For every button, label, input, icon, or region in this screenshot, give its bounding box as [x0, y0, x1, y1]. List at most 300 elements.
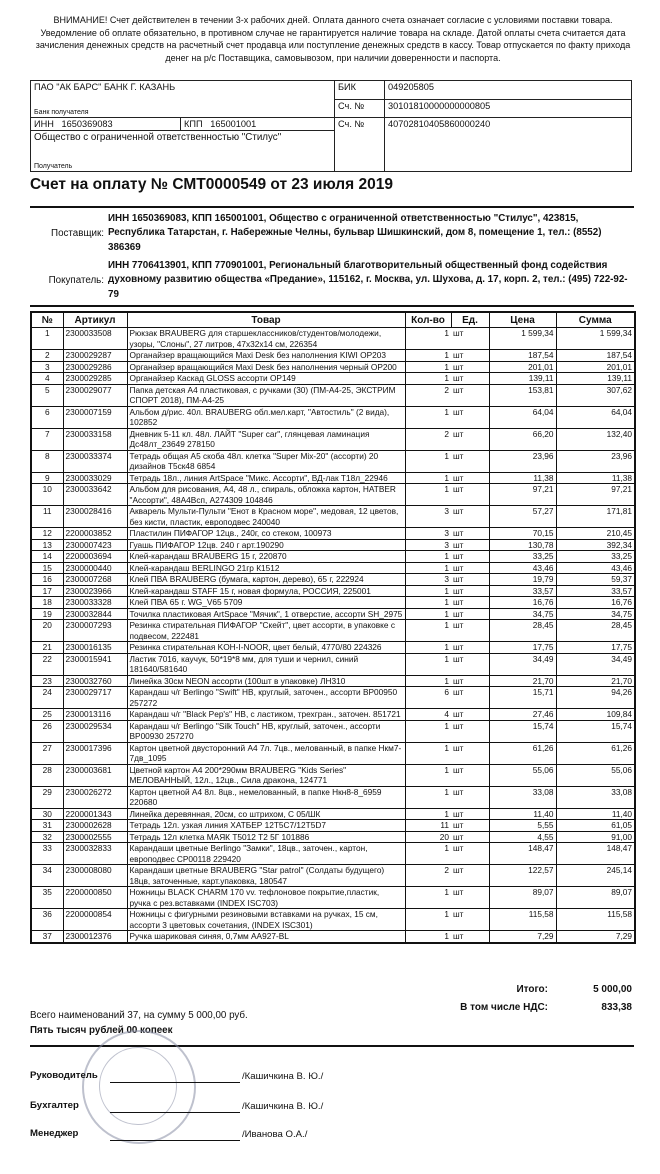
item-price: 153,81 [489, 384, 556, 406]
item-unit: шт [451, 428, 489, 450]
col-header-price: Цена [489, 312, 556, 328]
item-qty: 1 [405, 562, 451, 574]
item-sku: 2300033642 [63, 484, 127, 506]
signature-role: Менеджер [30, 1128, 79, 1139]
account-value: 40702810405860000240 [385, 118, 632, 172]
recipient-label: Получатель [34, 163, 73, 170]
item-qty: 1 [405, 887, 451, 909]
item-qty: 1 [405, 742, 451, 764]
item-name: Клей-карандаш BERLINGO 21гр К1512 [127, 562, 405, 574]
item-qty: 2 [405, 384, 451, 406]
item-price: 115,58 [489, 909, 556, 931]
item-sum: 94,26 [556, 687, 635, 709]
item-sum: 115,58 [556, 909, 635, 931]
item-price: 11,38 [489, 472, 556, 484]
item-number: 3 [31, 361, 63, 373]
item-sum: 139,11 [556, 373, 635, 385]
item-sku: 2300032760 [63, 675, 127, 687]
item-number: 21 [31, 642, 63, 654]
item-number: 23 [31, 675, 63, 687]
bik-label: БИК [335, 81, 385, 100]
item-number: 15 [31, 562, 63, 574]
item-unit: шт [451, 865, 489, 887]
item-sku: 2200003694 [63, 551, 127, 563]
items-table [30, 311, 636, 944]
item-sku: 2300029717 [63, 687, 127, 709]
invoice-title: Счет на оплату № СМТ0000549 от 23 июля 2019 [30, 176, 393, 193]
item-name: Органайзер вращающийся Maxi Desk без наполнения KIWI OP203 [127, 350, 405, 362]
item-price: 57,27 [489, 506, 556, 528]
signature-role: Руководитель [30, 1070, 98, 1081]
signature-name: /Иванова О.А./ [242, 1129, 308, 1140]
item-sku: 2300016135 [63, 642, 127, 654]
item-qty: 1 [405, 551, 451, 563]
item-name: Тетрадь 12л. узкая линия ХАТБЕР 12Т5С7/12Т5D7 [127, 820, 405, 832]
signature-manager [30, 1128, 430, 1144]
item-number: 30 [31, 808, 63, 820]
table-row [31, 406, 635, 428]
item-sum: 11,38 [556, 472, 635, 484]
item-sum: 11,40 [556, 808, 635, 820]
item-number: 8 [31, 450, 63, 472]
item-number: 14 [31, 551, 63, 563]
divider [30, 305, 634, 307]
item-unit: шт [451, 585, 489, 597]
item-name: Карандаш ч/г Berlingo "Swift" HB, круглый, заточен., ассорти BP00950 257272 [127, 687, 405, 709]
item-sum: 17,75 [556, 642, 635, 654]
item-price: 33,57 [489, 585, 556, 597]
table-row [31, 909, 635, 931]
item-name: Картон цветной А4 8л. 8цв., немелованный, в папке Нкн8-8_6959 220680 [127, 786, 405, 808]
table-row [31, 687, 635, 709]
item-qty: 1 [405, 675, 451, 687]
item-name: Клей-карандаш STAFF 15 г, новая формула, РОССИЯ, 225001 [127, 585, 405, 597]
item-sum: 148,47 [556, 843, 635, 865]
item-price: 17,75 [489, 642, 556, 654]
item-price: 130,78 [489, 539, 556, 551]
item-unit: шт [451, 539, 489, 551]
item-unit: шт [451, 350, 489, 362]
signature-accountant [30, 1100, 430, 1116]
bank-label: Банк получателя [34, 109, 89, 116]
item-name: Органайзер вращающийся Maxi Desk без наполнения черный OP200 [127, 361, 405, 373]
signature-line [110, 1082, 240, 1083]
kpp-cell [181, 118, 335, 131]
item-name: Альбом для рисования, А4, 48 л., спираль, обложка картон, HATBER "Ассорти", 48А4Всп, А274309 104846 [127, 484, 405, 506]
item-unit: шт [451, 820, 489, 832]
item-qty: 1 [405, 597, 451, 609]
item-qty: 1 [405, 642, 451, 654]
item-qty: 1 [405, 373, 451, 385]
item-price: 122,57 [489, 865, 556, 887]
account-label: Сч. № [335, 118, 385, 172]
buyer-block [30, 259, 634, 302]
item-sku: 2200003852 [63, 528, 127, 540]
item-unit: шт [451, 450, 489, 472]
item-unit: шт [451, 909, 489, 931]
item-sku: 2300008080 [63, 865, 127, 887]
col-header-product: Товар [127, 312, 405, 328]
item-number: 31 [31, 820, 63, 832]
item-sum: 61,05 [556, 820, 635, 832]
table-row [31, 574, 635, 586]
table-row [31, 742, 635, 764]
inn-value: 1650369083 [61, 119, 113, 129]
item-name: Резинка стирательная ПИФАГОР "Скейт", цвет ассорти, в упаковке с подвесом, 222481 [127, 620, 405, 642]
item-sku: 2300033508 [63, 328, 127, 350]
item-unit: шт [451, 384, 489, 406]
item-name: Карандаш ч/г Berlingo "Silk Touch" HB, круглый, заточен., ассорти BP00930 257270 [127, 720, 405, 742]
table-row [31, 528, 635, 540]
item-qty: 1 [405, 328, 451, 350]
item-name: Клей-карандаш BRAUBERG 15 г, 220870 [127, 551, 405, 563]
recipient-cell [31, 131, 335, 172]
table-row [31, 597, 635, 609]
item-number: 16 [31, 574, 63, 586]
item-sku: 2300000440 [63, 562, 127, 574]
item-unit: шт [451, 887, 489, 909]
item-price: 33,08 [489, 786, 556, 808]
corr-account-value: 30101810000000000805 [385, 99, 632, 118]
item-sum: 132,40 [556, 428, 635, 450]
signature-line [110, 1112, 240, 1113]
signature-director [30, 1070, 430, 1086]
item-number: 9 [31, 472, 63, 484]
amount-in-words: Пять тысяч рублей 00 копеек [30, 1025, 173, 1036]
item-unit: шт [451, 786, 489, 808]
table-row [31, 675, 635, 687]
item-number: 36 [31, 909, 63, 931]
col-header-qty: Кол-во [405, 312, 451, 328]
item-price: 43,46 [489, 562, 556, 574]
table-row [31, 373, 635, 385]
signature-line [110, 1140, 240, 1141]
item-unit: шт [451, 608, 489, 620]
col-header-sum: Сумма [556, 312, 635, 328]
item-number: 12 [31, 528, 63, 540]
item-sum: 34,49 [556, 653, 635, 675]
item-name: Линейка деревянная, 20см, со штрихом, С 05/ШК [127, 808, 405, 820]
item-sum: 59,37 [556, 574, 635, 586]
item-qty: 1 [405, 764, 451, 786]
item-sku: 2300007268 [63, 574, 127, 586]
item-number: 7 [31, 428, 63, 450]
item-name: Карандаши цветные Berlingo "Замки", 18цв., заточен., картон, европодвес CP00118 229420 [127, 843, 405, 865]
item-number: 18 [31, 597, 63, 609]
item-name: Точилка пластиковая ArtSpace "Мячик", 1 отверстие, ассорти SH_2975 [127, 608, 405, 620]
table-row [31, 350, 635, 362]
table-row [31, 653, 635, 675]
item-name: Цветной картон А4 200*290мм BRAUBERG "Kids Series" МЕЛОВАННЫЙ, 12л., 12цв., Сила дракона, 124771 [127, 764, 405, 786]
table-row [31, 562, 635, 574]
item-sku: 2300007293 [63, 620, 127, 642]
item-unit: шт [451, 843, 489, 865]
item-unit: шт [451, 687, 489, 709]
inn-cell [31, 118, 181, 131]
recipient-name: Общество с ограниченной ответственностью "Стилус" [34, 132, 282, 143]
item-price: 28,45 [489, 620, 556, 642]
item-sku: 2300007159 [63, 406, 127, 428]
item-price: 4,55 [489, 831, 556, 843]
item-sku: 2300029286 [63, 361, 127, 373]
table-row [31, 786, 635, 808]
item-sum: 33,08 [556, 786, 635, 808]
item-number: 34 [31, 865, 63, 887]
item-sku: 2300032844 [63, 608, 127, 620]
item-name: Тетрадь 18л., линия ArtSpace "Микс. Ассорти", ВД-лак Т18л_22946 [127, 472, 405, 484]
item-sku: 2300029077 [63, 384, 127, 406]
item-sku: 2300029287 [63, 350, 127, 362]
item-sum: 210,45 [556, 528, 635, 540]
item-unit: шт [451, 472, 489, 484]
item-sum: 23,96 [556, 450, 635, 472]
item-name: Пластилин ПИФАГОР 12цв., 240г, со стеком, 100973 [127, 528, 405, 540]
item-sku: 2300033328 [63, 597, 127, 609]
signature-name: /Кашичкина В. Ю./ [242, 1101, 324, 1112]
item-number: 26 [31, 720, 63, 742]
table-row [31, 484, 635, 506]
item-price: 34,49 [489, 653, 556, 675]
item-qty: 3 [405, 506, 451, 528]
item-name: Тетрадь общая А5 скоба 48л. клетка "Super Mix-20" (ассорти) 20 дизайнов Т5ск48 6854 [127, 450, 405, 472]
item-price: 23,96 [489, 450, 556, 472]
item-qty: 1 [405, 786, 451, 808]
item-price: 187,54 [489, 350, 556, 362]
item-unit: шт [451, 406, 489, 428]
item-name: Гуашь ПИФАГОР 12цв. 240 г арт.190290 [127, 539, 405, 551]
item-name: Альбом д/рис. 40л. BRAUBERG обл.мел.карт, "Автостиль" (2 вида), 102852 [127, 406, 405, 428]
item-name: Клей ПВА 65 г. WG_V65 5709 [127, 597, 405, 609]
item-sum: 7,29 [556, 931, 635, 943]
totals-block [460, 984, 632, 1020]
payment-notice: ВНИМАНИЕ! Счет действителен в течении 3-х рабочих дней. Оплата данного счета означает согласие с условиями поставки товара. Уведомление об оплате обязательно, в противном случае не гарантируется наличие товара на складе. Датой оплаты счета считается дата зачисления денежных средств на расчетный счет продавца или поступление денежных средств в кассу. Товар отпускается по факту прихода денег на р/с Поставщика, самовывозом, при наличии доверенности и паспорта. [35, 15, 631, 63]
table-row [31, 831, 635, 843]
item-price: 61,26 [489, 742, 556, 764]
item-sku: 2300029285 [63, 373, 127, 385]
item-sku: 2300002628 [63, 820, 127, 832]
item-unit: шт [451, 373, 489, 385]
item-qty: 1 [405, 808, 451, 820]
item-price: 16,76 [489, 597, 556, 609]
vat-label: В том числе НДС: [460, 1002, 548, 1013]
item-price: 21,70 [489, 675, 556, 687]
kpp-label: КПП [184, 119, 203, 129]
item-number: 29 [31, 786, 63, 808]
signature-role: Бухгалтер [30, 1100, 79, 1111]
table-row [31, 551, 635, 563]
supplier-text: ИНН 1650369083, КПП 165001001, Общество с ограниченной ответственностью "Стилус", 423815, Республика Татарстан, г. Набережные Челны, бульвар Шишкинский, дом 8, помещение 1, тел.: (8552) 386369 [108, 213, 602, 253]
corr-account-label: Сч. № [335, 99, 385, 118]
bik-value: 049205805 [385, 81, 632, 100]
item-sum: 16,76 [556, 597, 635, 609]
item-sku: 2300033029 [63, 472, 127, 484]
item-qty: 2 [405, 428, 451, 450]
item-number: 20 [31, 620, 63, 642]
item-sum: 171,81 [556, 506, 635, 528]
item-qty: 6 [405, 687, 451, 709]
item-unit: шт [451, 653, 489, 675]
item-sum: 97,21 [556, 484, 635, 506]
item-price: 7,29 [489, 931, 556, 943]
item-sku: 2300023966 [63, 585, 127, 597]
table-row [31, 472, 635, 484]
item-price: 27,46 [489, 709, 556, 721]
table-row [31, 428, 635, 450]
bank-name-cell [31, 81, 335, 118]
item-number: 22 [31, 653, 63, 675]
item-sku: 2300028416 [63, 506, 127, 528]
table-row [31, 328, 635, 350]
item-qty: 1 [405, 620, 451, 642]
item-sum: 245,14 [556, 865, 635, 887]
item-sku: 2200000850 [63, 887, 127, 909]
item-number: 1 [31, 328, 63, 350]
item-price: 15,74 [489, 720, 556, 742]
item-sum: 43,46 [556, 562, 635, 574]
item-sum: 64,04 [556, 406, 635, 428]
item-name: Ручка шариковая синяя, 0,7мм АА927-BL [127, 931, 405, 943]
item-number: 11 [31, 506, 63, 528]
item-sum: 1 599,34 [556, 328, 635, 350]
item-unit: шт [451, 328, 489, 350]
item-qty: 1 [405, 585, 451, 597]
bank-details-table [30, 80, 632, 172]
item-name: Тетрадь 12л клетка МАЯК Т5012 Т2 5Г 101886 [127, 831, 405, 843]
item-qty: 20 [405, 831, 451, 843]
table-row [31, 585, 635, 597]
bank-name: ПАО "АК БАРС" БАНК Г. КАЗАНЬ [34, 82, 176, 92]
item-name: Резинка стирательная KOH-I-NOOR, цвет белый, 4770/80 224326 [127, 642, 405, 654]
item-name: Ножницы с фигурными резиновыми вставками на ручках, 15 см, ассорти 3 цветовых сочетания, (INDEX ISC301) [127, 909, 405, 931]
item-number: 19 [31, 608, 63, 620]
inn-label: ИНН [34, 119, 54, 129]
item-sum: 187,54 [556, 350, 635, 362]
item-price: 66,20 [489, 428, 556, 450]
item-qty: 1 [405, 653, 451, 675]
item-price: 15,71 [489, 687, 556, 709]
item-number: 13 [31, 539, 63, 551]
item-sku: 2300015941 [63, 653, 127, 675]
item-name: Клей ПВА BRAUBERG (бумага, картон, дерево), 65 г, 222924 [127, 574, 405, 586]
items-count-line: Всего наименований 37, на сумму 5 000,00 руб. [30, 1010, 248, 1021]
item-name: Акварель Мульти-Пульти "Енот в Красном море", медовая, 12 цветов, без кисти, пластик, европодвес 240040 [127, 506, 405, 528]
item-sum: 33,57 [556, 585, 635, 597]
item-qty: 1 [405, 843, 451, 865]
item-qty: 1 [405, 350, 451, 362]
col-header-sku: Артикул [63, 312, 127, 328]
vat-value: 833,38 [601, 1002, 632, 1013]
item-sku: 2300012376 [63, 931, 127, 943]
item-sku: 2300013116 [63, 709, 127, 721]
item-unit: шт [451, 484, 489, 506]
item-sku: 2300029534 [63, 720, 127, 742]
item-sum: 21,70 [556, 675, 635, 687]
kpp-value: 165001001 [210, 119, 257, 129]
item-sku: 2300007423 [63, 539, 127, 551]
item-unit: шт [451, 764, 489, 786]
item-sum: 392,34 [556, 539, 635, 551]
table-row [31, 931, 635, 943]
item-number: 28 [31, 764, 63, 786]
item-number: 2 [31, 350, 63, 362]
item-price: 34,75 [489, 608, 556, 620]
signature-name: /Кашичкина В. Ю./ [242, 1071, 324, 1082]
item-sku: 2200001343 [63, 808, 127, 820]
item-name: Ластик 7016, каучук, 50*19*8 мм, для туши и чернил, синий 181640/581640 [127, 653, 405, 675]
item-name: Карандаши цветные BRAUBERG "Star patrol" (Солдаты будущего) 18цв, заточенные, карт.упаковка, 180547 [127, 865, 405, 887]
item-number: 6 [31, 406, 63, 428]
table-row [31, 843, 635, 865]
item-qty: 1 [405, 406, 451, 428]
item-qty: 1 [405, 450, 451, 472]
item-sku: 2300026272 [63, 786, 127, 808]
item-name: Органайзер Каскад GLOSS ассорти OP149 [127, 373, 405, 385]
item-unit: шт [451, 528, 489, 540]
item-sku: 2300033374 [63, 450, 127, 472]
item-number: 25 [31, 709, 63, 721]
table-row [31, 820, 635, 832]
item-unit: шт [451, 675, 489, 687]
table-row [31, 384, 635, 406]
item-unit: шт [451, 597, 489, 609]
table-row [31, 709, 635, 721]
item-sum: 15,74 [556, 720, 635, 742]
table-row [31, 450, 635, 472]
item-unit: шт [451, 709, 489, 721]
table-row [31, 642, 635, 654]
item-number: 17 [31, 585, 63, 597]
table-row [31, 887, 635, 909]
table-row [31, 764, 635, 786]
item-sum: 28,45 [556, 620, 635, 642]
item-unit: шт [451, 551, 489, 563]
item-number: 27 [31, 742, 63, 764]
item-qty: 4 [405, 709, 451, 721]
item-price: 19,79 [489, 574, 556, 586]
item-sum: 34,75 [556, 608, 635, 620]
item-price: 201,01 [489, 361, 556, 373]
item-price: 70,15 [489, 528, 556, 540]
item-unit: шт [451, 831, 489, 843]
item-sku: 2300017396 [63, 742, 127, 764]
item-name: Картон цветной двусторонний А4 7л. 7цв., мелованный, в папке Нкм7-7дв_1095 [127, 742, 405, 764]
item-qty: 1 [405, 472, 451, 484]
item-qty: 3 [405, 528, 451, 540]
item-price: 89,07 [489, 887, 556, 909]
item-sum: 89,07 [556, 887, 635, 909]
item-price: 55,06 [489, 764, 556, 786]
item-sum: 55,06 [556, 764, 635, 786]
item-number: 4 [31, 373, 63, 385]
item-sum: 201,01 [556, 361, 635, 373]
item-price: 97,21 [489, 484, 556, 506]
buyer-label: Покупатель: [48, 274, 104, 286]
item-name: Ножницы BLACK CHARM 170 vv. тефлоновое покрытие,пластик, ручка с рез.вставками (INDEX ISC703) [127, 887, 405, 909]
item-number: 5 [31, 384, 63, 406]
item-name: Дневник 5-11 кл. 48л. ЛАЙТ "Super car", глянцевая ламинация Дс48лт_23649 278150 [127, 428, 405, 450]
table-header-row [31, 312, 635, 328]
item-sku: 2200000854 [63, 909, 127, 931]
item-number: 33 [31, 843, 63, 865]
item-sum: 307,62 [556, 384, 635, 406]
item-sku: 2300003681 [63, 764, 127, 786]
item-qty: 3 [405, 574, 451, 586]
item-price: 148,47 [489, 843, 556, 865]
item-sum: 61,26 [556, 742, 635, 764]
item-number: 32 [31, 831, 63, 843]
divider [30, 206, 634, 208]
col-header-number: № [31, 312, 63, 328]
